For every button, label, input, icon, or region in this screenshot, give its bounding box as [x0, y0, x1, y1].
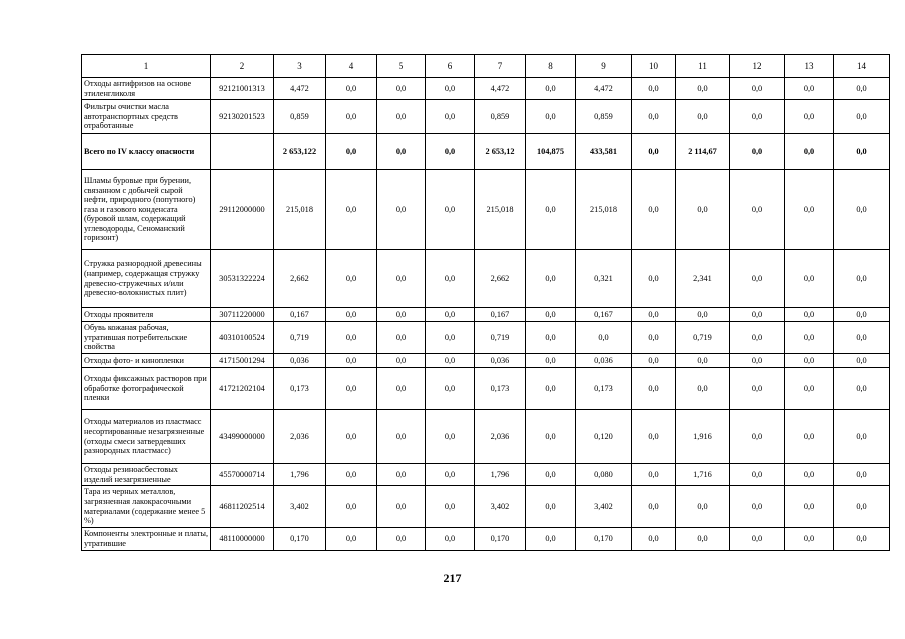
fkko-code-cell: 40310100524 [211, 322, 274, 354]
value-cell: 0,0 [785, 134, 834, 170]
value-cell: 0,0 [426, 250, 475, 308]
waste-name-cell: Компоненты электронные и платы, утратившие [82, 528, 211, 551]
value-cell: 0,0 [676, 100, 730, 134]
value-cell: 0,0 [326, 354, 377, 368]
value-cell: 0,0 [834, 464, 890, 486]
value-cell: 0,0 [426, 354, 475, 368]
value-cell: 215,018 [475, 170, 526, 250]
value-cell: 3,402 [576, 486, 632, 528]
value-cell: 0,0 [377, 308, 426, 322]
value-cell: 0,0 [426, 486, 475, 528]
waste-name-cell: Отходы фото- и кинопленки [82, 354, 211, 368]
value-cell: 0,0 [576, 322, 632, 354]
column-number-header-row [82, 55, 890, 78]
value-cell: 3,402 [274, 486, 326, 528]
fkko-code-cell: 41715001294 [211, 354, 274, 368]
value-cell: 0,0 [834, 308, 890, 322]
value-cell: 0,0 [426, 78, 475, 100]
fkko-code-cell: 29112000000 [211, 170, 274, 250]
value-cell: 0,0 [632, 354, 676, 368]
value-cell: 0,719 [676, 322, 730, 354]
fkko-code-cell: 92130201523 [211, 100, 274, 134]
value-cell: 0,0 [676, 368, 730, 410]
table-row [82, 78, 890, 100]
header-cell: 4 [326, 55, 377, 78]
waste-name-cell: Шламы буровые при бурении, связанном с добычей сырой нефти, природного (попутного) газа и газового конденсата (буровой шлам, содержащий углеводороды, Сеноманский горизонт) [82, 170, 211, 250]
value-cell: 0,0 [526, 78, 576, 100]
table-row [82, 134, 890, 170]
value-cell: 0,0 [676, 308, 730, 322]
value-cell: 0,0 [526, 100, 576, 134]
header-cell: 10 [632, 55, 676, 78]
value-cell: 0,0 [730, 464, 785, 486]
fkko-code-cell: 41721202104 [211, 368, 274, 410]
value-cell: 0,0 [730, 410, 785, 464]
value-cell: 0,0 [426, 308, 475, 322]
value-cell: 0,0 [730, 250, 785, 308]
value-cell: 0,0 [730, 528, 785, 551]
value-cell: 0,0 [785, 322, 834, 354]
value-cell: 0,0 [377, 250, 426, 308]
value-cell: 0,0 [377, 464, 426, 486]
table-row [82, 528, 890, 551]
value-cell: 0,0 [526, 170, 576, 250]
value-cell: 215,018 [576, 170, 632, 250]
value-cell: 0,0 [730, 100, 785, 134]
value-cell: 0,0 [377, 528, 426, 551]
header-cell: 6 [426, 55, 475, 78]
value-cell: 0,0 [377, 100, 426, 134]
value-cell: 0,859 [475, 100, 526, 134]
table-row [82, 170, 890, 250]
header-cell: 7 [475, 55, 526, 78]
value-cell: 0,0 [632, 410, 676, 464]
waste-name-cell: Отходы проявителя [82, 308, 211, 322]
value-cell: 1,716 [676, 464, 730, 486]
value-cell: 2 653,122 [274, 134, 326, 170]
value-cell: 0,0 [526, 486, 576, 528]
waste-name-cell: Отходы материалов из пластмасс несортированные незагрязненные (отходы смеси затвердевших разнородных пластмасс) [82, 410, 211, 464]
value-cell: 0,0 [426, 410, 475, 464]
fkko-code-cell: 92121001313 [211, 78, 274, 100]
value-cell: 0,0 [834, 170, 890, 250]
header-cell: 14 [834, 55, 890, 78]
value-cell: 0,0 [632, 486, 676, 528]
value-cell: 0,0 [834, 368, 890, 410]
header-cell: 8 [526, 55, 576, 78]
table-row [82, 354, 890, 368]
value-cell: 0,0 [730, 322, 785, 354]
value-cell: 0,0 [426, 134, 475, 170]
value-cell: 0,859 [274, 100, 326, 134]
value-cell: 0,167 [274, 308, 326, 322]
value-cell: 0,0 [326, 464, 377, 486]
table-row [82, 368, 890, 410]
value-cell: 104,875 [526, 134, 576, 170]
value-cell: 0,0 [326, 308, 377, 322]
fkko-code-cell [211, 134, 274, 170]
table-row [82, 250, 890, 308]
value-cell: 0,0 [377, 78, 426, 100]
value-cell: 0,0 [526, 368, 576, 410]
value-cell: 0,0 [834, 410, 890, 464]
value-cell: 0,0 [834, 354, 890, 368]
value-cell: 0,0 [426, 528, 475, 551]
value-cell: 0,167 [576, 308, 632, 322]
fkko-code-cell: 30531322224 [211, 250, 274, 308]
value-cell: 2,341 [676, 250, 730, 308]
waste-name-cell: Отходы фиксажных растворов при обработке фотографической пленки [82, 368, 211, 410]
value-cell: 0,0 [632, 322, 676, 354]
header-cell: 9 [576, 55, 632, 78]
value-cell: 0,173 [274, 368, 326, 410]
value-cell: 4,472 [274, 78, 326, 100]
value-cell: 0,0 [834, 134, 890, 170]
value-cell: 0,0 [632, 78, 676, 100]
fkko-code-cell: 46811202514 [211, 486, 274, 528]
table-row [82, 100, 890, 134]
value-cell: 2,036 [475, 410, 526, 464]
value-cell: 1,796 [475, 464, 526, 486]
value-cell: 2,662 [274, 250, 326, 308]
header-cell: 1 [82, 55, 211, 78]
header-cell: 11 [676, 55, 730, 78]
waste-name-cell: Стружка разнородной древесины (например, содержащая стружку древесно-стружечных и/или древесно-волокнистых плит) [82, 250, 211, 308]
value-cell: 0,0 [632, 134, 676, 170]
value-cell: 0,0 [377, 134, 426, 170]
header-cell: 12 [730, 55, 785, 78]
value-cell: 4,472 [475, 78, 526, 100]
table-row [82, 308, 890, 322]
waste-name-cell: Тара из черных металлов, загрязненная лакокрасочными материалами (содержание менее 5 %) [82, 486, 211, 528]
page-number: 217 [443, 571, 462, 585]
value-cell: 4,472 [576, 78, 632, 100]
value-cell: 0,0 [834, 100, 890, 134]
value-cell: 0,0 [326, 134, 377, 170]
value-cell: 0,0 [632, 528, 676, 551]
value-cell: 0,0 [526, 410, 576, 464]
value-cell: 0,0 [730, 170, 785, 250]
value-cell: 0,0 [730, 354, 785, 368]
value-cell: 0,0 [730, 78, 785, 100]
value-cell: 0,0 [632, 464, 676, 486]
value-cell: 0,0 [526, 464, 576, 486]
value-cell: 0,0 [377, 368, 426, 410]
value-cell: 0,167 [475, 308, 526, 322]
value-cell: 0,0 [785, 410, 834, 464]
value-cell: 0,0 [426, 170, 475, 250]
value-cell: 0,0 [526, 354, 576, 368]
value-cell: 0,0 [426, 464, 475, 486]
value-cell: 0,170 [475, 528, 526, 551]
value-cell: 0,0 [326, 486, 377, 528]
value-cell: 0,719 [475, 322, 526, 354]
value-cell: 0,719 [274, 322, 326, 354]
value-cell: 0,0 [785, 528, 834, 551]
waste-report-table [81, 54, 890, 551]
value-cell: 0,0 [676, 170, 730, 250]
value-cell: 0,036 [475, 354, 526, 368]
value-cell: 0,0 [526, 322, 576, 354]
value-cell: 0,0 [785, 100, 834, 134]
value-cell: 0,0 [326, 368, 377, 410]
value-cell: 0,0 [526, 250, 576, 308]
value-cell: 0,0 [785, 368, 834, 410]
value-cell: 0,0 [377, 410, 426, 464]
fkko-code-cell: 43499000000 [211, 410, 274, 464]
value-cell: 0,0 [326, 410, 377, 464]
value-cell: 0,0 [730, 368, 785, 410]
value-cell: 0,036 [576, 354, 632, 368]
value-cell: 0,0 [785, 486, 834, 528]
value-cell: 0,036 [274, 354, 326, 368]
value-cell: 0,170 [576, 528, 632, 551]
table-row [82, 486, 890, 528]
value-cell: 0,0 [834, 250, 890, 308]
fkko-code-cell: 48110000000 [211, 528, 274, 551]
value-cell: 0,0 [632, 250, 676, 308]
value-cell: 0,0 [377, 486, 426, 528]
header-cell: 5 [377, 55, 426, 78]
value-cell: 0,0 [676, 528, 730, 551]
value-cell: 1,796 [274, 464, 326, 486]
waste-name-cell: Всего по IV классу опасности [82, 134, 211, 170]
value-cell: 0,0 [632, 170, 676, 250]
value-cell: 0,0 [785, 170, 834, 250]
value-cell: 2 114,67 [676, 134, 730, 170]
value-cell: 0,0 [676, 354, 730, 368]
value-cell: 0,0 [785, 250, 834, 308]
value-cell: 2,662 [475, 250, 526, 308]
value-cell: 433,581 [576, 134, 632, 170]
value-cell: 0,0 [377, 170, 426, 250]
value-cell: 0,0 [730, 134, 785, 170]
value-cell: 0,0 [834, 78, 890, 100]
value-cell: 0,0 [526, 308, 576, 322]
header-cell: 13 [785, 55, 834, 78]
value-cell: 0,120 [576, 410, 632, 464]
value-cell: 0,0 [326, 78, 377, 100]
value-cell: 2,036 [274, 410, 326, 464]
value-cell: 0,0 [426, 368, 475, 410]
header-cell: 3 [274, 55, 326, 78]
table-row [82, 322, 890, 354]
waste-name-cell: Отходы антифризов на основе этиленгликоля [82, 78, 211, 100]
table-row [82, 410, 890, 464]
value-cell: 0,0 [526, 528, 576, 551]
value-cell: 0,0 [426, 100, 475, 134]
value-cell: 0,0 [730, 486, 785, 528]
waste-name-cell: Обувь кожаная рабочая, утратившая потребительские свойства [82, 322, 211, 354]
value-cell: 2 653,12 [475, 134, 526, 170]
value-cell: 0,173 [576, 368, 632, 410]
value-cell: 0,0 [834, 322, 890, 354]
value-cell: 0,0 [377, 354, 426, 368]
value-cell: 0,0 [326, 250, 377, 308]
value-cell: 0,0 [834, 528, 890, 551]
value-cell: 0,170 [274, 528, 326, 551]
value-cell: 0,0 [326, 170, 377, 250]
value-cell: 0,0 [785, 354, 834, 368]
waste-name-cell: Фильтры очистки масла автотранспортных средств отработанные [82, 100, 211, 134]
value-cell: 0,0 [632, 308, 676, 322]
value-cell: 215,018 [274, 170, 326, 250]
fkko-code-cell: 30711220000 [211, 308, 274, 322]
value-cell: 0,0 [785, 78, 834, 100]
value-cell: 0,0 [326, 100, 377, 134]
waste-name-cell: Отходы резиноасбестовых изделий незагрязненные [82, 464, 211, 486]
value-cell: 1,916 [676, 410, 730, 464]
value-cell: 0,0 [326, 322, 377, 354]
value-cell: 0,0 [632, 368, 676, 410]
value-cell: 0,0 [426, 322, 475, 354]
value-cell: 0,0 [377, 322, 426, 354]
value-cell: 0,859 [576, 100, 632, 134]
value-cell: 0,0 [730, 308, 785, 322]
value-cell: 0,0 [676, 486, 730, 528]
header-cell: 2 [211, 55, 274, 78]
value-cell: 0,0 [326, 528, 377, 551]
value-cell: 0,321 [576, 250, 632, 308]
value-cell: 0,080 [576, 464, 632, 486]
value-cell: 0,0 [785, 464, 834, 486]
fkko-code-cell: 45570000714 [211, 464, 274, 486]
value-cell: 0,0 [785, 308, 834, 322]
value-cell: 0,0 [632, 100, 676, 134]
table-row [82, 464, 890, 486]
value-cell: 0,0 [676, 78, 730, 100]
value-cell: 3,402 [475, 486, 526, 528]
value-cell: 0,173 [475, 368, 526, 410]
value-cell: 0,0 [834, 486, 890, 528]
